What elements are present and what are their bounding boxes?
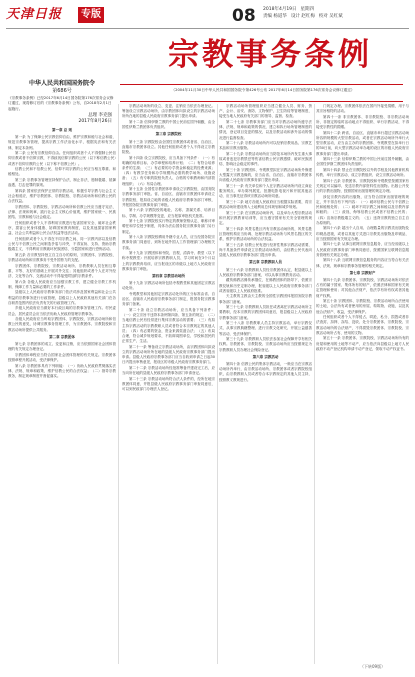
article-paragraph: 宗教团体章程应当符合国家社会团体管理的有关规定。宗教团体按照章程开展活动，受法律保护。 bbox=[8, 352, 116, 362]
header-divider bbox=[6, 28, 409, 29]
article-paragraph: 第四十四条 禁止在宗教院校以外的学校及其他教育机构传教、举行宗教活动、成立宗教组织、设立宗教活动场所。 bbox=[316, 168, 409, 178]
article-paragraph: 第三十四条 风景名胜区内有宗教活动场所的，风景名胜区管理机构应当协调、处理宗教活动场所与风景名胜区的关系，维护宗教活动场所的合法权益。 bbox=[219, 226, 312, 242]
column-divider bbox=[118, 104, 119, 664]
article-paragraph: 宗教团体、宗教院校、宗教活动场所和信教公民应当遵守宪法、法律、法规和规章，践行社会主义核心价值观，维护国家统一、民族团结、宗教和睦与社会稳定。 bbox=[8, 204, 116, 220]
column-divider bbox=[217, 104, 218, 664]
article-paragraph: 信教公民和不信教公民、信仰不同宗教的公民应当相互尊重、和睦相处。 bbox=[8, 167, 116, 177]
text-column-4 bbox=[316, 104, 409, 664]
column-divider bbox=[314, 104, 315, 664]
article-paragraph: 第三十六条 宗教教职人员经宗教团体认定，报县级以上人民政府宗教事务部门备案，可以从事宗教教务活动。 bbox=[219, 267, 312, 277]
chapter-heading: 第五章 宗教教职人员 bbox=[249, 260, 282, 265]
article-paragraph: 第十二条 信仰伊斯兰教的中国公民前往国外朝觐，由全国性伊斯兰教团体负责组织。 bbox=[122, 120, 215, 130]
masthead-logo: 天津日报 bbox=[6, 7, 63, 22]
order-number: 第686号 bbox=[52, 88, 72, 94]
issue-date: 2018年4月19日 bbox=[263, 7, 297, 12]
decree-divider bbox=[120, 101, 403, 102]
continued-label: （下转09版） bbox=[360, 664, 386, 669]
article-paragraph: 涉及宗教内容的出版物，应当符合国家出版管理的规定，并不得含有下列内容：（一）破坏信教公民与不信教公民和睦相处的；（二）破坏不同宗教之间和睦以及宗教内部和睦的；（三）歧视、侮辱信教公民或者不信教公民的；（四）宣扬宗教极端主义的；（五）违背宗教的独立自主自办原则的。 bbox=[316, 194, 409, 225]
designer-credit: 设计 赵红梅 bbox=[290, 14, 315, 19]
article-paragraph: 第四十六条 超出个人自用、合理数量的宗教类出版物及印刷品进境，或者以其他方式进口宗教类出版物及印刷品，应当按照国家有关规定办理。 bbox=[316, 226, 409, 241]
article-paragraph: 第六条 各级人民政府应当加强宗教工作，建立健全宗教工作机制，保障工作力量和必要的工作条件。 bbox=[8, 279, 116, 289]
article-paragraph: 第五十条 宗教团体、宗教院校、宗教活动场所合法使用的土地，合法所有或者使用的房屋、构筑物、设施，以及其他合法财产、收益，受法律保护。 bbox=[316, 299, 409, 314]
article-paragraph: 宗教团体、宗教院校、宗教活动场所、宗教教职人员在相互尊重、平等、友好的基础上开展对外交往；其他组织或者个人在对外经济、文化等合作、交流活动中不得接受附加的宗教条件。 bbox=[8, 263, 116, 278]
article-paragraph: 各级人民政府应当听取宗教团体、宗教院校、宗教活动场所和信教公民的意见，协调宗教事务管理工作，为宗教团体、宗教院校和宗教活动场所提供公共服务。 bbox=[8, 317, 116, 332]
article-paragraph: 第三十一条 有关单位和个人在宗教活动场所内设立商业服务网点、举办陈列展览、拍摄电影电视片和开展其他活动，应当事先征得该宗教活动场所同意。 bbox=[219, 184, 312, 199]
article-paragraph: 第十三条 宗教院校由全国性宗教团体或者省、自治区、直辖市宗教团体设立。其他任何组织或者个人不得设立宗教院校。 bbox=[122, 139, 215, 155]
article-paragraph: 第四十七条 从事互联网宗教信息服务，应当经省级以上人民政府宗教事务部门审核同意后，按照国家互联网信息服务管理有关规定办理。 bbox=[316, 242, 409, 257]
article-paragraph: 任何组织或者个人不得侵占、哄抢、私分、损毁或者非法查封、扣押、冻结、没收、处分宗教团体、宗教院校、宗教活动场所的合法财产，不得损毁宗教团体、宗教院校、宗教活动场所占有、使用的文物。 bbox=[316, 315, 409, 335]
article-paragraph: 第四十八条 互联网宗教信息服务的内容应当符合有关法律、法规、规章和宗教事务管理的相关规定。 bbox=[316, 258, 409, 268]
article-paragraph: 第一条 为了保障公民宗教信仰自由，维护宗教和睦与社会和谐，规范宗教事务管理，提高宗教工作法治化水平，根据宪法和有关法律，制定本条例。 bbox=[8, 135, 116, 150]
article-paragraph: 藏传佛教活佛传承继位，在佛教团体的指导下，依照宗教仪轨和历史定制办理，报省级以上人民政府宗教事务部门或者省级以上人民政府批准。 bbox=[219, 278, 312, 293]
decree-line: （2004年11月30日中华人民共和国国务院令第426号公布 2017年6月14日国务院第176次常务会议修订通过） bbox=[171, 88, 355, 92]
article-paragraph: 第八条 宗教团体具有下列职能：（一）协助人民政府贯彻落实法律、法规、规章和政策，维护信教公民的合法权益；（二）指导宗教教务，制定规章制度并督促落实。 bbox=[8, 363, 116, 378]
header-info bbox=[263, 6, 347, 20]
article-paragraph: 第二十九条 宗教活动场所应当防范本场所内发生重大事故或者违犯宗教禁忌等伤害信教公民宗教感情、破坏民族团结、影响社会稳定的事件。 bbox=[219, 152, 312, 167]
article-paragraph: 县级以上人民政府宗教事务部门依法对涉及国家利益和社会公共利益的宗教事务进行行政管理，县级以上人民政府其他有关部门在各自职责范围内依法负责有关的行政管理工作。 bbox=[8, 290, 116, 305]
editor-credit: 责编 杨道华 bbox=[263, 14, 287, 19]
chapter-heading: 第三章 宗教院校 bbox=[155, 132, 182, 137]
text-column-2 bbox=[122, 104, 215, 664]
text-column-3 bbox=[219, 104, 312, 664]
article-paragraph: 第四十条 信教公民的集体宗教活动，一般应当在宗教活动场所内举行，由宗教活动场所、宗教团体或者宗教院校组织，由宗教教职人员或者符合本宗教规定的其他人员主持，按照教义教规进行。 bbox=[219, 362, 312, 382]
article-paragraph: 第五十一条 宗教团体、宗教院校、宗教活动场所所有的房屋和使用的土地等不动产，应当依法向县级以上地方人民政府不动产登记机构申请不动产登记，领取不动产权证书。 bbox=[316, 336, 409, 351]
article-paragraph: 第七条 宗教团体的成立、变更和注销，应当依照国家社会团体管理的有关规定办理登记。 bbox=[8, 342, 116, 352]
sign-date: 2017年8月26日 bbox=[78, 119, 112, 124]
issue-weekday: 星期四 bbox=[300, 7, 315, 12]
article-paragraph: 第二条 公民有宗教信仰自由。任何组织或者个人不得强制公民信仰宗教或者不信仰宗教，不得歧视信仰宗教的公民（以下称信教公民）或者不信仰宗教的公民（以下称不信教公民）。 bbox=[8, 151, 116, 166]
article-paragraph: 门规定办理。宗教团体依法在国内外接受捐赠，用于与其宗旨相符的活动。 bbox=[316, 104, 409, 114]
article-paragraph: 第二十二条 宗教活动场所经批准筹备并建设完工后，应当向所在地的县级人民政府宗教事务部门申请登记。 bbox=[122, 366, 215, 376]
article-paragraph: 第三十八条 宗教教职人员主持宗教活动、举行宗教仪式、从事宗教典籍整理、进行宗教文化研究、开展公益慈善等活动，受法律保护。 bbox=[219, 321, 312, 336]
state-council-order-header bbox=[12, 80, 112, 95]
text-column-1 bbox=[8, 126, 116, 666]
chapter-heading: 第七章 宗教财产 bbox=[349, 270, 376, 275]
article-paragraph: 第三条 宗教事务管理坚持保护合法、制止非法、遏制极端、抵御渗透、打击犯罪的原则。 bbox=[8, 178, 116, 188]
article-paragraph: 第十五条 全国性宗教团体申请设立宗教院校，由国务院宗教事务部门审批。省、自治区、直辖市宗教团体申请设立宗教院校，报拟设立地的省级人民政府宗教事务部门审核，并报国务院宗教事务部门审批。 bbox=[122, 187, 215, 207]
order-intro-text: 《宗教事务条例》已经2017年6月14日国务院第176次常务会议修订通过，现将修订后的《宗教事务条例》公布，自2018年2月1日起施行。 bbox=[8, 96, 114, 111]
regulation-title: 宗教事务条例 bbox=[168, 37, 372, 73]
article-paragraph: 第四十二条 跨省、自治区、直辖市举行超过宗教活动场所容纳规模的大型宗教活动，或者在宗教活动场所外举行大型宗教活动，应当由主办的宗教团体、寺观教堂在拟举行日的30日前，向大型宗教活动举办地的设区的市级人民政府宗教事务部门提出申请。 bbox=[316, 130, 409, 156]
article-paragraph: 第二十三条 宗教活动场所符合法人条件的，经所在地宗教团体同意，并报县级人民政府宗教事务部门审查同意后，可以到民政部门办理法人登记。 bbox=[122, 376, 215, 392]
article-paragraph: 第四十一条 非宗教团体、非宗教院校、非宗教活动场所、非指定的临时活动地点不得组织、举行宗教活动，不得接受宗教性的捐赠。 bbox=[316, 114, 409, 130]
article-paragraph: 第十七条 宗教院校实行特定的教师资格认定、职称评审聘任和学位授予制度，具体办法由国务院宗教事务部门另行制定。 bbox=[122, 219, 215, 234]
article-paragraph: 第三十九条 宗教教职人员依法参加社会保障并享有相关权利。宗教团体、宗教院校、宗教活动场所应当按照规定为宗教教职人员办理社会保险登记。 bbox=[219, 337, 312, 352]
article-paragraph: 第三十条 宗教团体、寺观教堂拟在宗教活动场所外修建大型露天宗教造像的，应当由省、自治区、直辖市宗教团体向省级人民政府宗教事务部门提出申请。 bbox=[219, 168, 312, 183]
masthead bbox=[6, 6, 146, 24]
article-paragraph: 第五条 各宗教坚持独立自主自办的原则，宗教团体、宗教院校、宗教活动场所和宗教事务不受外国势力的支配。 bbox=[8, 252, 116, 262]
article-paragraph: 第十八条 宗教院校聘用外籍专业人员，应当经国务院宗教事务部门同意后，到所在地外国人工作管理部门办理相关手续。 bbox=[122, 235, 215, 250]
premier-signature: 总理 李克强 bbox=[88, 113, 112, 118]
title-divider bbox=[120, 84, 403, 85]
article-paragraph: 第四十五条 宗教团体、宗教院校和寺观教堂按照国家有关规定可以编印、发送宗教内部资料性出版物。出版公开发行的宗教出版物，按照国家出版管理的规定办理。 bbox=[316, 178, 409, 194]
article-paragraph: 第十六条 宗教院校的地址、名称、隶属关系、培养目标、学制、办学规模等变更，应当报原审批机关批准。 bbox=[122, 208, 215, 218]
article-paragraph: 第十九条 宗教活动场所包括寺观教堂和其他固定宗教活动处所。 bbox=[122, 281, 215, 291]
article-paragraph: 第三十三条 在宗教活动场所内，以及举办大型宗教活动和开展宗教教育培训等，应当遵守国家有关安全管理的规定。 bbox=[219, 210, 312, 226]
chapter-heading: 第六章 宗教活动 bbox=[252, 354, 279, 359]
article-paragraph: 第十九条 宗教团体和寺院、宫观、清真寺、教堂（以下称寺观教堂）开展培养宗教教职人员、学习时间在3个月以上的宗教教育培训，应当报设区的市级以上地方人民政府宗教事务部门审批。 bbox=[122, 251, 215, 271]
article-paragraph: 宗教活动场所的设立、变更、注销应当依法办理登记。筹备设立宗教活动场所，由宗教团体向拟设立的宗教活动场所所在地的县级人民政府宗教事务部门提出申请。 bbox=[122, 104, 215, 119]
page-number: 08 bbox=[232, 6, 256, 26]
article-paragraph: 第二十条 设立宗教活动场所，应当具备下列条件：（一）设立宗旨不违背本条例第四条、第五条的规定；（二）当地信教公民有经常进行集体宗教活动的需要；（三）有拟主持宗教活动的宗教教职人员或者符合本宗教规定的其他人员；（四）有必要的资金，资金来源渠道合法；（五）布局合理，符合城乡规划要求，不妨碍周围单位、学校和居民的正常生产、生活。 bbox=[122, 308, 215, 344]
article-paragraph: 第十四条 设立宗教院校，应当具备下列条件：（一）有明确的培养目标、办学章程和培养计划；（二）有符合培养条件的生源；（三）有必要的办学资金和稳定的经费来源；（四）有教学任务和办学规模所必需的教学场所、设施设备；（五）有专职的院校负责人、合格的专职教师和内部管理组织；（六）布局合理。 bbox=[122, 155, 215, 186]
article-paragraph: 第三十二条 地方各级人民政府应当根据实际需要，将宗教活动场所建设纳入土地利用总体规划和城乡规划。 bbox=[219, 200, 312, 210]
article-paragraph: 宗教活动场所管理组织应当建立健全人员、财务、资产、会计、治安、消防、文物保护、卫生防疫等管理制度，接受当地人民政府有关部门的指导、监督、检查。 bbox=[219, 104, 312, 119]
article-paragraph: 第二十一条 筹备设立宗教活动场所，由宗教团体向拟设立的宗教活动场所所在地的县级人民政府宗教事务部门提出申请。县级人民政府宗教事务部门应当自收到申请之日起30日内提出审核意见，报设区的市级人民政府宗教事务部门。 bbox=[122, 344, 215, 365]
chapter-heading: 第四章 宗教活动场所 bbox=[152, 274, 185, 279]
article-paragraph: 第四条 国家依法保护正常的宗教活动，积极引导宗教与社会主义社会相适应，维护宗教团体、宗教院校、宗教活动场所和信教公民的合法权益。 bbox=[8, 188, 116, 204]
article-paragraph: 乡级人民政府应当做好本行政区域的宗教事务管理工作。村民委员会、居民委员会应当依法协助人民政府管理宗教事务。 bbox=[8, 306, 116, 316]
article-paragraph: 第四十三条 信仰伊斯兰教的中国公民前往国外朝觐，由全国性伊斯兰教团体负责组织。 bbox=[316, 157, 409, 167]
chapter-heading: 第二章 宗教团体 bbox=[49, 334, 75, 339]
article-paragraph: 任何组织或者个人不得在不同宗教之间、同一宗教内部以及信教公民与不信教公民之间制造矛盾与冲突，不得宣扬、支持、资助宗教极端主义，不得利用宗教破坏民族团结、分裂国家和进行恐怖活动。 bbox=[8, 236, 116, 252]
order-intro bbox=[8, 96, 115, 112]
article-paragraph: 天主教的主教由天主教的全国性宗教团体报国务院宗教事务部门备案。 bbox=[219, 294, 312, 304]
proof-credit: 校对 吴红斌 bbox=[318, 14, 343, 19]
article-paragraph: 第三十五条 信教公民有进行经常性集体宗教活动需要，尚不具备条件申请设立宗教活动场所的，由信教公民代表向县级人民政府宗教事务部门提出申请。 bbox=[219, 242, 312, 258]
edition-label: 专版 bbox=[78, 7, 104, 23]
order-title: 中华人民共和国国务院令 bbox=[28, 80, 95, 87]
article-paragraph: 寺观教堂和其他固定宗教活动处所的区分标准由省、自治区、直辖市人民政府宗教事务部门制定，报国务院宗教事务部门备案。 bbox=[122, 292, 215, 307]
article-paragraph: 第二十七条 宗教事务部门应当对宗教活动场所遵守法律、法规、规章和政策的情况，建立和执行场所管理制度的情况，登记项目变更的情况，以及宗教活动和涉外活动的情况进行监督检查。 bbox=[219, 120, 312, 140]
article-paragraph: 第二十八条 宗教活动场所内可以经销宗教用品、宗教艺术品和宗教出版物。 bbox=[219, 141, 312, 151]
order-signature bbox=[62, 113, 112, 125]
article-paragraph: 任何组织或者个人不得利用宗教进行危害国家安全、破坏社会秩序、损害公民身体健康、妨碍国家教育制度，以及其他损害国家利益、社会公共利益和公民合法权益等违法活动。 bbox=[8, 220, 116, 236]
article-paragraph: 第三十七条 宗教教职人员担任或者离任宗教活动场所主要教职，经本宗教的宗教团体同意后，报县级以上人民政府宗教事务部门备案。 bbox=[219, 305, 312, 320]
article-paragraph: 第四十九条 宗教团体、宗教院校、宗教活动场所对依法占有的属于国家、集体所有的财产，依照法律和国家有关规定管理和使用；对其他合法财产，依法享有所有权或者其他财产权利。 bbox=[316, 278, 409, 298]
chapter-heading: 第一章 总 则 bbox=[52, 128, 72, 132]
